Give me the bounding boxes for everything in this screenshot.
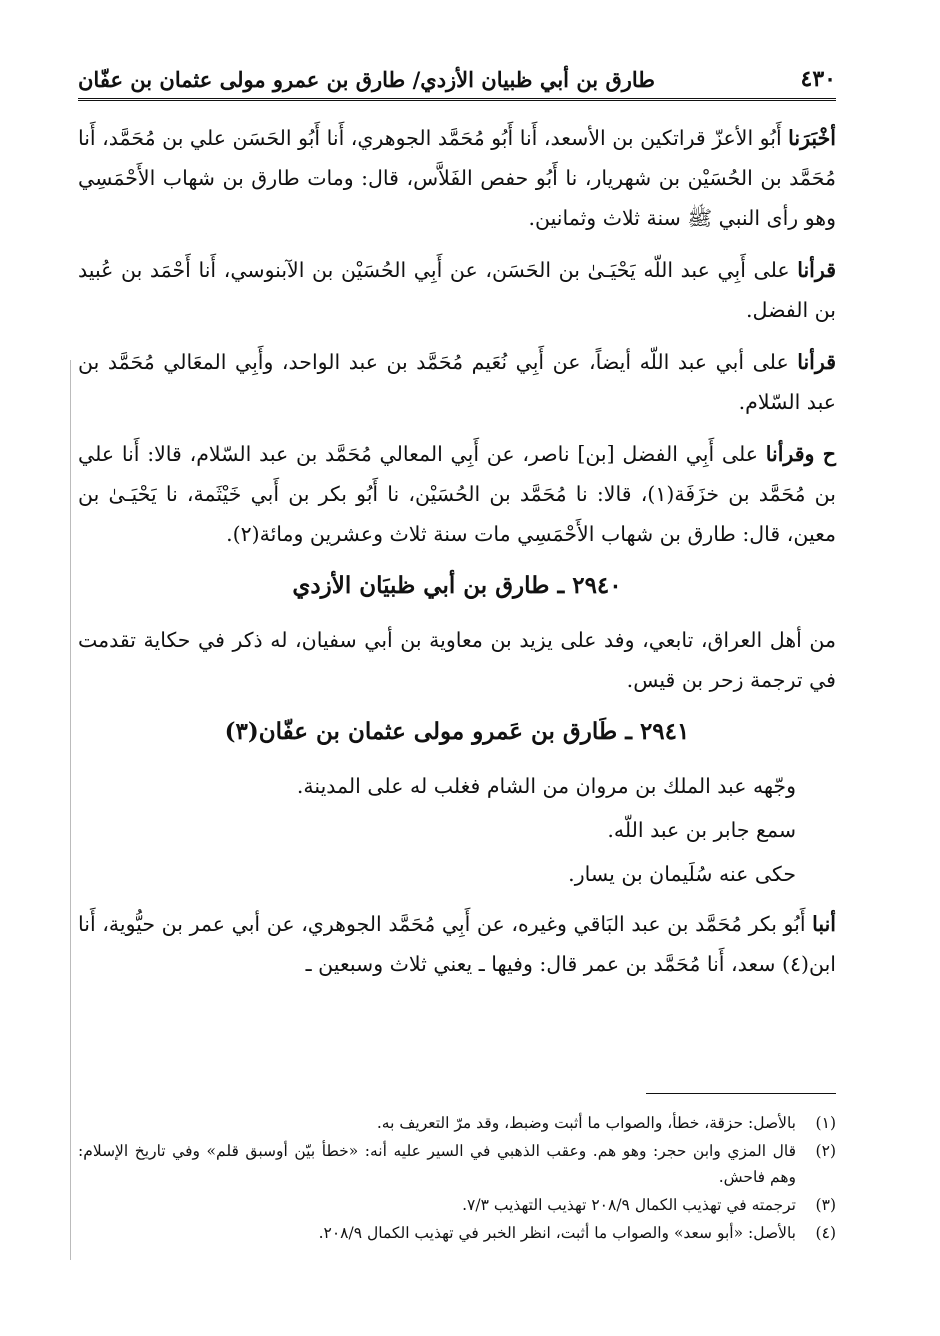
footnotes — [78, 1110, 836, 1248]
paragraph-3-lead: قرأنا — [797, 350, 836, 374]
footnote-text: بالأصل: «أبو سعد» والصواب ما أثبت، انظر الخبر في تهذيب الكمال ٢٠٨/٩. — [318, 1224, 796, 1242]
paragraph-6: وجّهه عبد الملك بن مروان من الشام فغلب له على المدينة. — [296, 774, 796, 798]
paragraph-7: سمع جابر بن عبد اللّه. — [607, 818, 796, 842]
page-number: ٤٣٠ — [800, 66, 836, 92]
footnote-3 — [78, 1192, 836, 1218]
paragraph-4 — [78, 434, 836, 554]
footnote-1 — [78, 1110, 836, 1136]
paragraph-2-text: على أَبِي عبد اللّه يَحْيَـىٰ بن الحَسَن، عن أَبِي الحُسَيْن بن الآبنوسي، أَنا أَحْمَد بن عُبيد بن الفضل. — [78, 258, 836, 322]
paragraph-8: حكى عنه سُلَيمان بن يسار. — [568, 862, 796, 886]
paragraph-3 — [78, 342, 836, 422]
paragraph-1-lead: أخْبَرَنا — [788, 126, 836, 150]
paragraph-2 — [78, 250, 836, 330]
paragraph-4-text: على أَبِي الفضل [بن] ناصر، عن أَبِي المعالي مُحَمَّد بن عبد السّلام، قالا: أَنا علي بن مُحَمَّد بن خزَفَة(١)، قالا: نا مُحَمَّد بن الحُسَيْن، نا أَبُو بكر بن أَبي خَيْثَمة، نا يَحْيَـىٰ بن معين، قال: طارق بن شهاب الأَحْمَسِي مات سنة ثلاث وعشرين ومائة(٢). — [78, 442, 836, 546]
paragraph-3-text: على أبي عبد اللّه أيضاً، عن أَبِي نُعَيم مُحَمَّد بن عبد الواحد، وأَبِي المعَالي مُحَمَّد بن عبد السّلام. — [78, 350, 836, 414]
paragraph-9-text: أَبُو بكر مُحَمَّد بن عبد البَاقي وغيره، عن أَبِي مُحَمَّد الجوهري، عن أبي عمر بن حيُّوية، أَنا ابن(٤) سعد، أَنا مُحَمَّد بن عمر قال: وفيها ـ يعني ثلاث وسبعين ـ — [78, 912, 836, 976]
footnote-4 — [78, 1220, 836, 1246]
entry-heading-2940: ٢٩٤٠ ـ طارق بن أبي ظبيَان الأزدي — [292, 572, 622, 599]
footnote-number: (١) — [815, 1114, 836, 1132]
main-text — [78, 118, 836, 996]
running-title: طارق بن أبي ظبيان الأزدي/ طارق بن عمرو مولى عثمان بن عفّان — [78, 67, 656, 92]
paragraph-5: من أهل العراق، تابعي، وفد على يزيد بن معاوية بن أبي سفيان، له ذكر في حكاية تقدمت في ترجمة زحر بن قيس. — [78, 628, 836, 692]
footnote-2 — [78, 1138, 836, 1190]
paragraph-1 — [78, 118, 836, 238]
footnote-text: بالأصل: حزقة، خطأ، والصواب ما أثبت وضبط، وقد مرّ التعريف به. — [376, 1114, 796, 1132]
footnote-number: (٤) — [815, 1224, 836, 1242]
footnote-text: ترجمته في تهذيب الكمال ٢٠٨/٩ تهذيب التهذيب ٧/٣. — [462, 1196, 796, 1214]
scan-edge-line — [70, 360, 71, 1260]
footnote-separator — [646, 1093, 836, 1094]
paragraph-2-lead: قرأنا — [797, 258, 836, 282]
paragraph-4-lead: ح وقرأنا — [765, 442, 836, 466]
paragraph-9 — [78, 904, 836, 984]
paragraph-9-lead: أنبا — [812, 912, 836, 936]
page-header — [78, 58, 836, 101]
entry-heading-2941: ٢٩٤١ ـ طَارق بن عَمرو مولى عثمان بن عفّان(٣) — [224, 718, 690, 745]
footnote-number: (٣) — [815, 1196, 836, 1214]
footnote-number: (٢) — [815, 1142, 836, 1160]
footnote-text: قال المزي وابن حجر: وهو هم. وعقب الذهبي في السير عليه أنه: «خطأ بيّن أوسبق قلم» وفي تاريخ الإسلام: وهم فاحش. — [78, 1142, 796, 1186]
paragraph-1-text: أَبُو الأعزّ قراتكين بن الأسعد، أَنا أَبُو مُحَمَّد الجوهري، أَنا أَبُو الحَسَن علي بن مُحَمَّد، أَنا مُحَمَّد بن الحُسَيْن بن شهريار، نا أَبُو حفص الفَلاَّس، قال: ومات طارق بن شهاب الأَحْمَسِي وهو رأى النبي ﷺ سنة ثلاث وثمانين. — [77, 126, 836, 230]
